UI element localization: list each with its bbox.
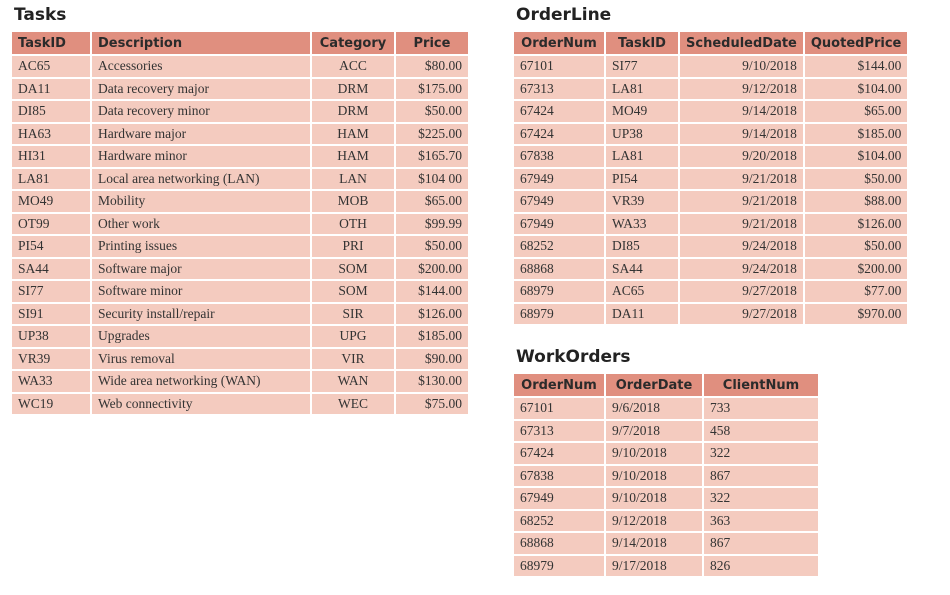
column-header-orderdate: OrderDate bbox=[606, 374, 702, 396]
table-cell: 68979 bbox=[514, 281, 604, 302]
table-cell: Software major bbox=[92, 259, 310, 280]
table-cell: 867 bbox=[704, 466, 818, 487]
column-header-category: Category bbox=[312, 32, 394, 54]
table-cell: LAN bbox=[312, 169, 394, 190]
table-cell: SI91 bbox=[12, 304, 90, 325]
table-cell: Wide area networking (WAN) bbox=[92, 371, 310, 392]
table-cell: Other work bbox=[92, 214, 310, 235]
table-row bbox=[12, 79, 468, 100]
table-row bbox=[12, 259, 468, 280]
table-row bbox=[12, 101, 468, 122]
table-row bbox=[12, 281, 468, 302]
table-cell: PRI bbox=[312, 236, 394, 257]
table-cell: Hardware minor bbox=[92, 146, 310, 167]
table-cell: DA11 bbox=[12, 79, 90, 100]
tasks-section bbox=[10, 4, 470, 416]
table-cell: 67838 bbox=[514, 466, 604, 487]
column-header-taskid: TaskID bbox=[606, 32, 678, 54]
table-row bbox=[12, 304, 468, 325]
table-cell: 67101 bbox=[514, 56, 604, 77]
table-cell: 67949 bbox=[514, 191, 604, 212]
orderline-table bbox=[512, 30, 909, 326]
table-cell: DI85 bbox=[12, 101, 90, 122]
table-row bbox=[12, 236, 468, 257]
table-row bbox=[12, 146, 468, 167]
table-row bbox=[514, 304, 907, 325]
table-cell: Data recovery minor bbox=[92, 101, 310, 122]
table-cell: $50.00 bbox=[396, 236, 468, 257]
tasks-table-body bbox=[12, 56, 468, 414]
table-cell: $126.00 bbox=[396, 304, 468, 325]
table-cell: DI85 bbox=[606, 236, 678, 257]
table-cell: 67313 bbox=[514, 79, 604, 100]
table-cell: $99.99 bbox=[396, 214, 468, 235]
table-cell: PI54 bbox=[606, 169, 678, 190]
column-header-quotedprice: QuotedPrice bbox=[805, 32, 908, 54]
table-row bbox=[514, 466, 818, 487]
table-cell: MO49 bbox=[606, 101, 678, 122]
table-cell: 9/10/2018 bbox=[680, 56, 803, 77]
table-cell: $80.00 bbox=[396, 56, 468, 77]
table-cell: $90.00 bbox=[396, 349, 468, 370]
table-cell: 322 bbox=[704, 443, 818, 464]
table-cell: 67424 bbox=[514, 443, 604, 464]
table-cell: 68252 bbox=[514, 511, 604, 532]
table-cell: 9/14/2018 bbox=[606, 533, 702, 554]
column-header-scheduleddate: ScheduledDate bbox=[680, 32, 803, 54]
table-row bbox=[514, 214, 907, 235]
tasks-table bbox=[10, 30, 470, 416]
table-cell: $104.00 bbox=[805, 146, 908, 167]
table-cell: 458 bbox=[704, 421, 818, 442]
table-row bbox=[514, 281, 907, 302]
table-row bbox=[514, 511, 818, 532]
table-cell: 67949 bbox=[514, 214, 604, 235]
table-cell: $88.00 bbox=[805, 191, 908, 212]
column-header-description: Description bbox=[92, 32, 310, 54]
table-cell: 9/12/2018 bbox=[680, 79, 803, 100]
table-cell: 67313 bbox=[514, 421, 604, 442]
table-row bbox=[514, 259, 907, 280]
table-cell: SI77 bbox=[12, 281, 90, 302]
table-row bbox=[514, 101, 907, 122]
table-cell: ACC bbox=[312, 56, 394, 77]
table-cell: $144.00 bbox=[396, 281, 468, 302]
table-cell: Hardware major bbox=[92, 124, 310, 145]
workorders-table-body bbox=[514, 398, 818, 576]
table-cell: UP38 bbox=[606, 124, 678, 145]
table-cell: 9/10/2018 bbox=[606, 466, 702, 487]
table-cell: 68252 bbox=[514, 236, 604, 257]
table-cell: LA81 bbox=[606, 79, 678, 100]
table-cell: 9/14/2018 bbox=[680, 101, 803, 122]
table-row bbox=[12, 214, 468, 235]
table-cell: DA11 bbox=[606, 304, 678, 325]
table-cell: 9/7/2018 bbox=[606, 421, 702, 442]
table-cell: OTH bbox=[312, 214, 394, 235]
table-cell: Upgrades bbox=[92, 326, 310, 347]
table-cell: Virus removal bbox=[92, 349, 310, 370]
table-row bbox=[514, 79, 907, 100]
table-cell: Software minor bbox=[92, 281, 310, 302]
table-cell: 9/12/2018 bbox=[606, 511, 702, 532]
table-cell: $200.00 bbox=[396, 259, 468, 280]
table-cell: $65.00 bbox=[396, 191, 468, 212]
table-cell: $50.00 bbox=[805, 169, 908, 190]
table-cell: 9/27/2018 bbox=[680, 281, 803, 302]
table-cell: $65.00 bbox=[805, 101, 908, 122]
table-cell: HI31 bbox=[12, 146, 90, 167]
table-cell: LA81 bbox=[12, 169, 90, 190]
table-row bbox=[12, 56, 468, 77]
table-cell: MOB bbox=[312, 191, 394, 212]
tasks-title: Tasks bbox=[14, 5, 67, 25]
table-cell: Accessories bbox=[92, 56, 310, 77]
table-cell: VR39 bbox=[606, 191, 678, 212]
table-cell: 9/27/2018 bbox=[680, 304, 803, 325]
column-header-price: Price bbox=[396, 32, 468, 54]
table-cell: 733 bbox=[704, 398, 818, 419]
table-cell: 9/10/2018 bbox=[606, 443, 702, 464]
table-cell: SI77 bbox=[606, 56, 678, 77]
table-cell: 68868 bbox=[514, 259, 604, 280]
table-cell: 67949 bbox=[514, 169, 604, 190]
tasks-header-row bbox=[12, 32, 468, 54]
table-cell: AC65 bbox=[606, 281, 678, 302]
table-row bbox=[514, 443, 818, 464]
table-row bbox=[514, 146, 907, 167]
table-cell: $104.00 bbox=[805, 79, 908, 100]
table-cell: 68979 bbox=[514, 304, 604, 325]
table-cell: SOM bbox=[312, 259, 394, 280]
table-cell: SA44 bbox=[12, 259, 90, 280]
table-cell: HAM bbox=[312, 146, 394, 167]
table-cell: $130.00 bbox=[396, 371, 468, 392]
table-cell: $185.00 bbox=[805, 124, 908, 145]
table-row bbox=[12, 326, 468, 347]
table-cell: 867 bbox=[704, 533, 818, 554]
table-row bbox=[514, 236, 907, 257]
table-row bbox=[12, 349, 468, 370]
table-row bbox=[514, 124, 907, 145]
table-cell: $175.00 bbox=[396, 79, 468, 100]
table-row bbox=[12, 169, 468, 190]
table-cell: 363 bbox=[704, 511, 818, 532]
table-cell: 9/10/2018 bbox=[606, 488, 702, 509]
table-cell: HAM bbox=[312, 124, 394, 145]
table-row bbox=[514, 421, 818, 442]
column-header-ordernum: OrderNum bbox=[514, 374, 604, 396]
table-row bbox=[514, 488, 818, 509]
table-cell: WA33 bbox=[606, 214, 678, 235]
column-header-ordernum: OrderNum bbox=[514, 32, 604, 54]
table-cell: 9/6/2018 bbox=[606, 398, 702, 419]
table-cell: 9/21/2018 bbox=[680, 191, 803, 212]
table-cell: SOM bbox=[312, 281, 394, 302]
table-row bbox=[514, 56, 907, 77]
table-cell: $185.00 bbox=[396, 326, 468, 347]
table-cell: 67424 bbox=[514, 124, 604, 145]
table-cell: UP38 bbox=[12, 326, 90, 347]
column-header-taskid: TaskID bbox=[12, 32, 90, 54]
table-cell: 68868 bbox=[514, 533, 604, 554]
workorders-title: WorkOrders bbox=[516, 347, 631, 367]
table-cell: 67424 bbox=[514, 101, 604, 122]
table-cell: 9/21/2018 bbox=[680, 169, 803, 190]
table-cell: $50.00 bbox=[396, 101, 468, 122]
table-cell: VR39 bbox=[12, 349, 90, 370]
table-cell: 9/24/2018 bbox=[680, 259, 803, 280]
table-cell: WA33 bbox=[12, 371, 90, 392]
table-cell: 9/17/2018 bbox=[606, 556, 702, 577]
table-cell: AC65 bbox=[12, 56, 90, 77]
table-cell: $50.00 bbox=[805, 236, 908, 257]
table-cell: 67949 bbox=[514, 488, 604, 509]
table-cell: 322 bbox=[704, 488, 818, 509]
table-cell: 67838 bbox=[514, 146, 604, 167]
table-cell: SIR bbox=[312, 304, 394, 325]
table-cell: $200.00 bbox=[805, 259, 908, 280]
table-cell: WEC bbox=[312, 394, 394, 415]
table-cell: $126.00 bbox=[805, 214, 908, 235]
table-cell: UPG bbox=[312, 326, 394, 347]
table-row bbox=[12, 394, 468, 415]
orderline-section bbox=[512, 4, 909, 326]
table-cell: SA44 bbox=[606, 259, 678, 280]
table-cell: $970.00 bbox=[805, 304, 908, 325]
table-row bbox=[514, 556, 818, 577]
table-cell: Local area networking (LAN) bbox=[92, 169, 310, 190]
table-cell: DRM bbox=[312, 79, 394, 100]
orderline-title: OrderLine bbox=[516, 5, 612, 25]
table-row bbox=[12, 371, 468, 392]
table-cell: LA81 bbox=[606, 146, 678, 167]
table-cell: PI54 bbox=[12, 236, 90, 257]
workorders-table bbox=[512, 372, 820, 578]
orderline-header-row bbox=[514, 32, 907, 54]
table-row bbox=[12, 124, 468, 145]
table-cell: HA63 bbox=[12, 124, 90, 145]
workorders-header-row bbox=[514, 374, 818, 396]
orderline-table-body bbox=[514, 56, 907, 324]
table-cell: $77.00 bbox=[805, 281, 908, 302]
table-row bbox=[514, 191, 907, 212]
table-cell: Printing issues bbox=[92, 236, 310, 257]
workorders-section bbox=[512, 346, 820, 578]
table-cell: WC19 bbox=[12, 394, 90, 415]
table-cell: Security install/repair bbox=[92, 304, 310, 325]
table-cell: 9/21/2018 bbox=[680, 214, 803, 235]
table-cell: Mobility bbox=[92, 191, 310, 212]
table-cell: $165.70 bbox=[396, 146, 468, 167]
table-cell: $144.00 bbox=[805, 56, 908, 77]
table-cell: 9/14/2018 bbox=[680, 124, 803, 145]
column-header-clientnum: ClientNum bbox=[704, 374, 818, 396]
table-cell: DRM bbox=[312, 101, 394, 122]
table-cell: 826 bbox=[704, 556, 818, 577]
table-row bbox=[514, 169, 907, 190]
table-row bbox=[514, 398, 818, 419]
table-cell: $104 00 bbox=[396, 169, 468, 190]
table-row bbox=[12, 191, 468, 212]
table-cell: Data recovery major bbox=[92, 79, 310, 100]
table-cell: 68979 bbox=[514, 556, 604, 577]
table-row bbox=[514, 533, 818, 554]
table-cell: OT99 bbox=[12, 214, 90, 235]
table-cell: 9/24/2018 bbox=[680, 236, 803, 257]
table-cell: $225.00 bbox=[396, 124, 468, 145]
table-cell: WAN bbox=[312, 371, 394, 392]
table-cell: $75.00 bbox=[396, 394, 468, 415]
table-cell: 67101 bbox=[514, 398, 604, 419]
table-cell: 9/20/2018 bbox=[680, 146, 803, 167]
table-cell: MO49 bbox=[12, 191, 90, 212]
table-cell: VIR bbox=[312, 349, 394, 370]
table-cell: Web connectivity bbox=[92, 394, 310, 415]
